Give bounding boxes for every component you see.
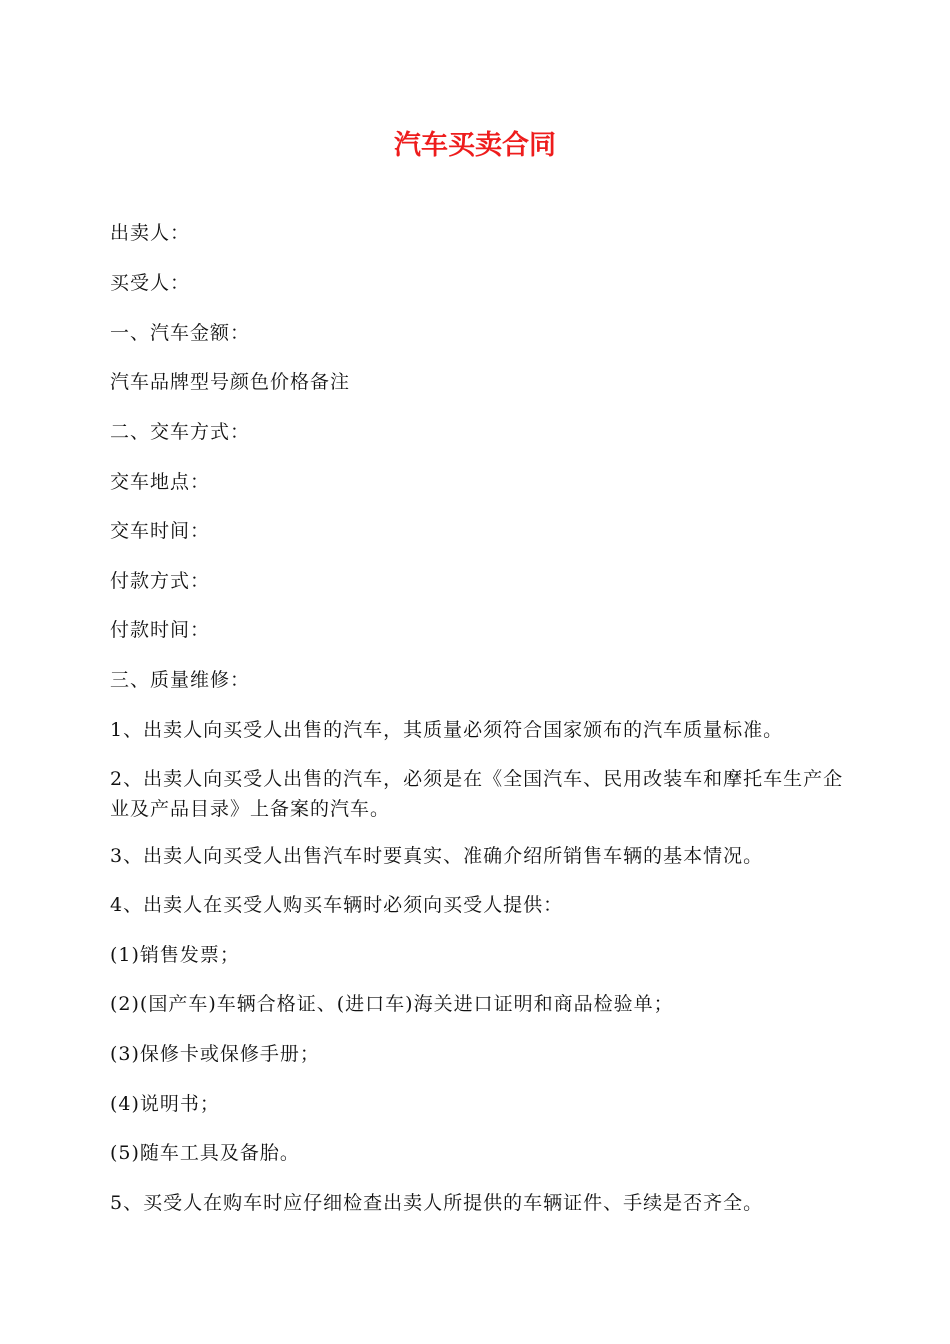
paragraph-car-fields: 汽车品牌型号颜色价格备注 [110, 371, 351, 393]
section-heading-amount: 一、汽车金额： [110, 322, 251, 344]
document-title: 汽车买卖合同 [394, 130, 556, 161]
clause-4: 4、出卖人在买受人购买车辆时必须向买受人提供： [110, 894, 564, 916]
list-item-1: (1)销售发票； [110, 944, 240, 966]
list-item-4: (4)说明书； [110, 1093, 220, 1115]
paragraph-delivery-time: 交车时间： [110, 520, 211, 542]
paragraph-seller: 出卖人： [110, 222, 191, 244]
paragraph-buyer: 买受人： [110, 272, 191, 294]
clause-3: 3、出卖人向买受人出售汽车时要真实、准确介绍所销售车辆的基本情况。 [110, 845, 764, 867]
clause-2: 2、出卖人向买受人出售的汽车，必须是在《全国汽车、民用改装车和摩托车生产企业及产品目录》上备案的汽车。 [110, 768, 844, 820]
paragraph-delivery-place: 交车地点： [110, 471, 211, 493]
list-item-5: (5)随车工具及备胎。 [110, 1142, 300, 1164]
list-item-2: (2)(国产车)车辆合格证、(进口车)海关进口证明和商品检验单； [110, 993, 674, 1015]
section-heading-quality: 三、质量维修： [110, 669, 251, 691]
section-heading-delivery: 二、交车方式： [110, 421, 251, 443]
paragraph-payment-time: 付款时间： [110, 619, 211, 641]
list-item-3: (3)保修卡或保修手册； [110, 1043, 320, 1065]
clause-1: 1、出卖人向买受人出售的汽车，其质量必须符合国家颁布的汽车质量标准。 [110, 719, 784, 741]
clause-5: 5、买受人在购车时应仔细检查出卖人所提供的车辆证件、手续是否齐全。 [110, 1192, 764, 1214]
paragraph-payment-method: 付款方式： [110, 570, 211, 592]
